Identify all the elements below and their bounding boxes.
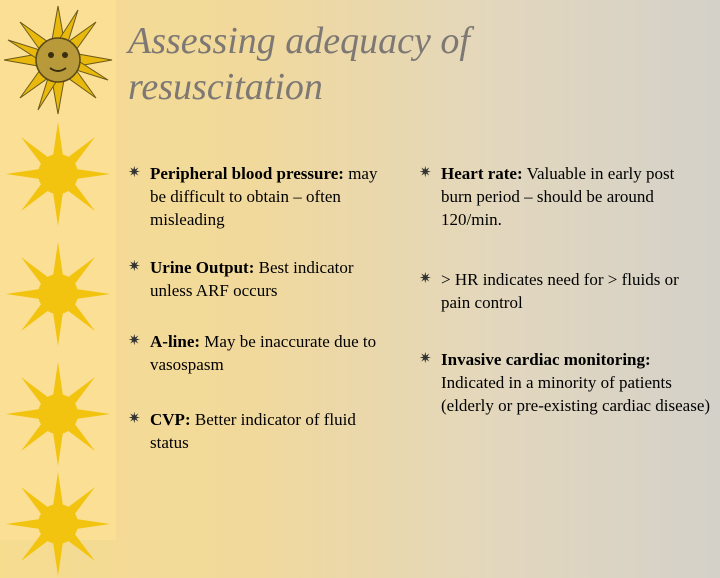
bullet-invasive-monitoring <box>419 348 715 417</box>
bullet-text: Valuable in early post burn period – should be around 120/min. <box>441 164 675 229</box>
bullet-label: A-line: <box>150 332 201 351</box>
bullet-label: Heart rate: <box>441 164 523 183</box>
title-line-2: resuscitation <box>128 66 323 108</box>
title-line-1: Assessing adequacy of <box>128 20 470 62</box>
bullet-text: may be difficult to obtain – often misleading <box>150 164 378 229</box>
sun-icon <box>4 360 112 468</box>
slide-title <box>128 18 688 110</box>
bullet-text: > HR indicates need for > fluids or pain control <box>441 270 679 312</box>
bullet-text: Indicated in a minority of patients (elderly or pre-existing cardiac disease) <box>441 373 711 415</box>
bullet-label: Invasive cardiac monitoring: <box>441 350 651 369</box>
bullet-star-icon: ✷ <box>128 165 141 181</box>
bullet-star-icon: ✷ <box>128 259 141 275</box>
bullet-label: CVP: <box>150 410 191 429</box>
bullet-star-icon: ✷ <box>419 165 432 181</box>
bullet-star-icon: ✷ <box>128 333 141 349</box>
sun-face-icon <box>2 4 114 116</box>
bullet-label: Peripheral blood pressure: <box>150 164 344 183</box>
sun-icon <box>4 240 112 348</box>
bullet-heart-rate <box>419 162 709 231</box>
bullet-star-icon: ✷ <box>419 271 432 287</box>
bullet-star-icon: ✷ <box>128 411 141 427</box>
bullet-text: May be inaccurate due to vasospasm <box>150 332 377 374</box>
decorative-sun-strip <box>0 0 116 540</box>
bullet-a-line <box>128 330 390 376</box>
bullet-text: Best indicator unless ARF occurs <box>150 258 354 300</box>
bullet-hr-fluids <box>419 268 709 314</box>
sun-icon <box>4 120 112 228</box>
bullet-label: Urine Output: <box>150 258 255 277</box>
bullet-peripheral-bp <box>128 162 390 231</box>
sun-icon <box>4 470 112 578</box>
bullet-urine-output <box>128 256 390 302</box>
bullet-star-icon: ✷ <box>419 351 432 367</box>
bullet-text: Better indicator of fluid status <box>150 410 356 452</box>
bullet-cvp <box>128 408 390 454</box>
